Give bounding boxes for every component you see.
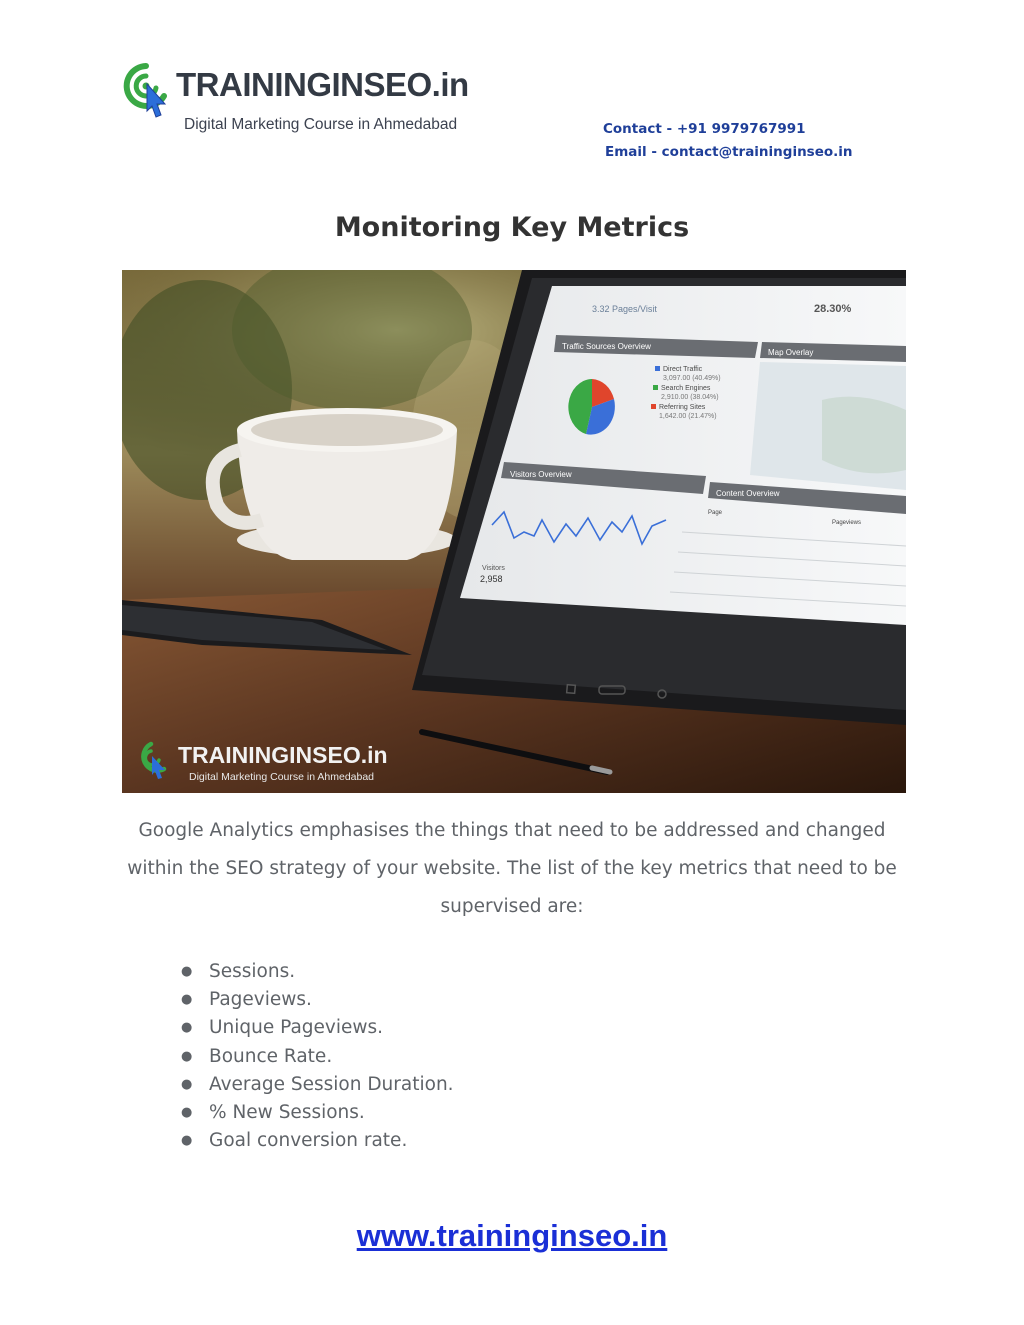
contact-block (603, 118, 853, 164)
visitors-label: Visitors (482, 565, 505, 572)
hero-image (122, 270, 906, 793)
map-panel-title: Map Overlay (768, 348, 814, 357)
contact-phone-row (603, 118, 853, 141)
legend-search-label: Search Engines (661, 385, 711, 392)
bullet-icon: ● (181, 992, 193, 1008)
traffic-pie-chart (568, 379, 615, 435)
brand-logo (120, 60, 469, 140)
content-panel-title: Content Overview (716, 489, 780, 498)
contact-phone-label: Contact (603, 121, 662, 137)
watermark-name: TRAININGINSEO.in (178, 742, 388, 768)
bullet-icon: ● (181, 1105, 193, 1121)
list-item-text: Goal conversion rate. (209, 1130, 408, 1152)
list-item-text: Sessions. (209, 961, 296, 982)
list-item (178, 958, 454, 986)
contact-email-value[interactable]: contact@traininginseo.in (661, 144, 853, 160)
hero-illustration (122, 270, 906, 793)
list-item (178, 1099, 454, 1127)
contact-email-label: Email (605, 144, 647, 160)
legend-referring-detail: 1,642.00 (21.47%) (659, 413, 717, 420)
contact-email-row (603, 141, 853, 164)
contact-separator: - (651, 144, 657, 160)
content-header: Page (708, 510, 723, 516)
list-item-text: Pageviews. (209, 989, 312, 1011)
contact-separator: - (666, 121, 673, 137)
watermark-tagline: Digital Marketing Course in Ahmedabad (189, 771, 375, 783)
list-item (178, 1071, 454, 1099)
list-item (178, 1014, 454, 1042)
bullet-icon: ● (181, 1076, 193, 1092)
bullet-icon: ● (181, 1048, 193, 1064)
metrics-list (178, 958, 454, 1155)
bullet-icon: ● (181, 1133, 193, 1149)
screen-stat-right: 28.30% (814, 303, 852, 315)
page-title: Monitoring Key Metrics (334, 212, 690, 243)
content-col: Pageviews (832, 520, 862, 526)
bullet-icon: ● (181, 1020, 193, 1036)
screen-stat-left: 3.32 Pages/Visit (592, 304, 657, 314)
legend-search-detail: 2,910.00 (38.04%) (661, 394, 719, 401)
legend-direct-detail: 3,097.00 (40.49%) (663, 375, 721, 382)
list-item (178, 1043, 454, 1071)
bullet-icon: ● (181, 964, 193, 979)
list-item-text: % New Sessions. (209, 1102, 365, 1124)
contact-phone-value[interactable]: +91 9979767991 (676, 121, 806, 137)
visitors-panel-title: Visitors Overview (510, 470, 572, 479)
legend-direct-label: Direct Traffic (663, 366, 703, 373)
traffic-panel-title: Traffic Sources Overview (562, 342, 651, 351)
list-item (178, 986, 454, 1014)
target-cursor-icon (120, 60, 172, 120)
list-item-text: Unique Pageviews. (209, 1017, 384, 1039)
logo-tagline: Digital Marketing Course in Ahmedabad (184, 116, 458, 133)
logo-name: TRAININGINSEO.in (176, 66, 469, 103)
website-link[interactable]: www.traininginseo.in (356, 1218, 668, 1253)
list-item-text: Average Session Duration. (209, 1073, 454, 1095)
legend-referring-label: Referring Sites (659, 404, 706, 411)
footer (0, 1218, 1024, 1254)
intro-paragraph: Google Analytics emphasises the things that need to be addressed and changed within the SEO strategy of your website. The list of the key metrics that need to be supervised are: (127, 820, 897, 917)
list-item (178, 1127, 454, 1155)
list-item-text: Bounce Rate. (209, 1045, 333, 1067)
visitors-value: 2,958 (480, 574, 503, 584)
